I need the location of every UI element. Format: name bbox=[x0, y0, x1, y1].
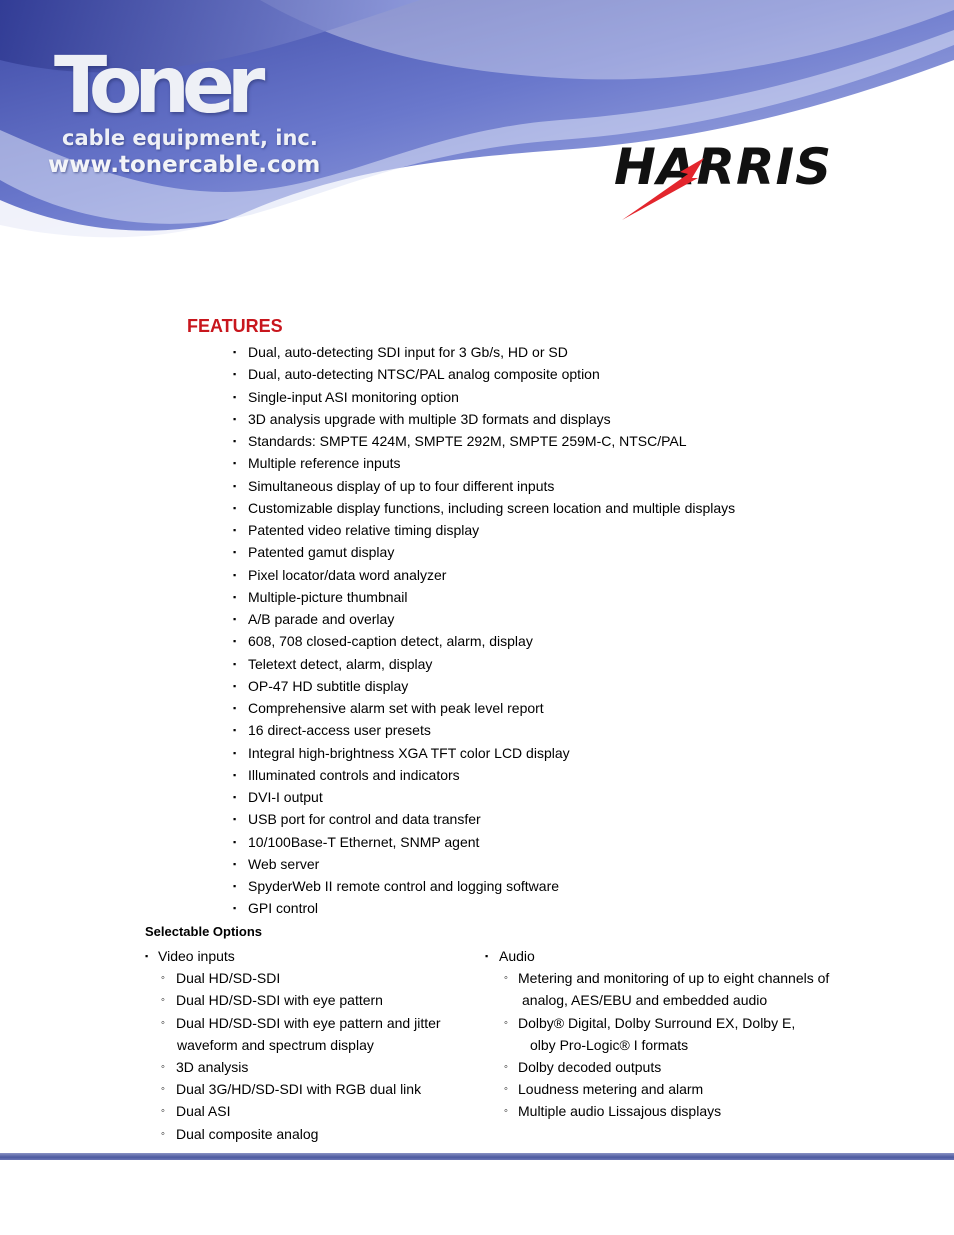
sub-bullet-icon: ◦ bbox=[161, 1083, 165, 1096]
bullet-icon: ▪ bbox=[233, 814, 237, 825]
feature-text: Patented video relative timing display bbox=[248, 522, 480, 538]
bullet-icon: ▪ bbox=[233, 747, 237, 758]
bullet-icon: ▪ bbox=[145, 951, 149, 961]
feature-text: Integral high-brightness XGA TFT color LCD display bbox=[248, 744, 570, 761]
feature-text: Simultaneous display of up to four different inputs bbox=[248, 477, 555, 494]
feature-text: Dual, auto-detecting SDI input for 3 Gb/s, HD or SD bbox=[248, 344, 568, 360]
sub-bullet-icon: ◦ bbox=[161, 972, 165, 985]
option-text: Dual HD/SD-SDI with eye pattern and jitter bbox=[176, 1014, 441, 1031]
feature-text: Multiple reference inputs bbox=[248, 455, 401, 472]
feature-text: Comprehensive alarm set with peak level report bbox=[248, 700, 544, 716]
bullet-icon: ▪ bbox=[233, 614, 237, 624]
features-list bbox=[233, 341, 735, 920]
sub-bullet-icon: ◦ bbox=[504, 1083, 508, 1096]
harris-swoosh-icon bbox=[614, 138, 904, 228]
feature-text: 3D analysis upgrade with multiple 3D formats and displays bbox=[248, 410, 611, 427]
feature-text: Multiple-picture thumbnail bbox=[248, 588, 408, 605]
feature-item bbox=[233, 853, 735, 875]
header-banner bbox=[0, 0, 954, 250]
feature-text: Web server bbox=[248, 855, 320, 872]
sub-bullet-icon: ◦ bbox=[161, 1016, 165, 1029]
option-text: Dolby® Digital, Dolby Surround EX, Dolby E, bbox=[518, 1014, 796, 1031]
option-text: Dual ASI bbox=[176, 1103, 231, 1120]
bullet-icon: ▪ bbox=[233, 458, 237, 469]
bullet-icon: ▪ bbox=[233, 369, 237, 380]
bullet-icon: ▪ bbox=[233, 836, 237, 847]
feature-item bbox=[233, 386, 735, 408]
option-text: Dual HD/SD-SDI bbox=[176, 970, 281, 987]
feature-item bbox=[233, 363, 735, 385]
company-tagline: cable equipment, inc. bbox=[62, 126, 318, 150]
feature-text: A/B parade and overlay bbox=[248, 611, 395, 627]
feature-text: 608, 708 closed-caption detect, alarm, display bbox=[248, 633, 533, 650]
sub-bullet-icon: ◦ bbox=[504, 1105, 508, 1118]
option-text: Loudness metering and alarm bbox=[518, 1081, 704, 1098]
feature-text: Single-input ASI monitoring option bbox=[248, 388, 459, 405]
feature-text: Patented gamut display bbox=[248, 544, 395, 561]
feature-item bbox=[233, 452, 735, 474]
feature-item bbox=[233, 786, 735, 808]
feature-text: USB port for control and data transfer bbox=[248, 811, 481, 828]
bullet-icon: ▪ bbox=[233, 347, 237, 357]
harris-logo bbox=[614, 138, 904, 228]
feature-text: GPI control bbox=[248, 900, 319, 917]
feature-item bbox=[233, 675, 735, 697]
option-text: analog, AES/EBU and embedded audio bbox=[522, 992, 768, 1009]
feature-text: Dual, auto-detecting NTSC/PAL analog composite option bbox=[248, 366, 600, 383]
bullet-icon: ▪ bbox=[233, 591, 237, 602]
sub-bullet-icon: ◦ bbox=[504, 1016, 508, 1029]
sub-bullet-icon: ◦ bbox=[161, 1061, 165, 1073]
sub-bullet-icon: ◦ bbox=[161, 994, 165, 1007]
harris-wordmark: HARRIS bbox=[614, 138, 833, 196]
video-inputs-heading: Video inputs bbox=[158, 948, 235, 964]
feature-item bbox=[233, 719, 735, 741]
bullet-icon: ▪ bbox=[233, 703, 237, 713]
bullet-icon: ▪ bbox=[485, 951, 489, 961]
bullet-icon: ▪ bbox=[233, 413, 237, 424]
bullet-icon: ▪ bbox=[233, 480, 237, 491]
bullet-icon: ▪ bbox=[233, 525, 237, 535]
feature-text: Customizable display functions, including screen location and multiple displays bbox=[248, 499, 736, 516]
feature-item bbox=[233, 630, 735, 652]
feature-item bbox=[233, 430, 735, 452]
feature-item bbox=[233, 742, 735, 764]
option-text: Dolby decoded outputs bbox=[518, 1059, 662, 1075]
option-text: waveform and spectrum display bbox=[177, 1036, 374, 1053]
feature-text: Illuminated controls and indicators bbox=[248, 766, 460, 783]
bullet-icon: ▪ bbox=[233, 680, 237, 691]
option-text: Dual composite analog bbox=[176, 1125, 319, 1142]
feature-text: SpyderWeb II remote control and logging software bbox=[248, 878, 560, 894]
features-heading: FEATURES bbox=[187, 316, 283, 336]
option-text: Multiple audio Lissajous displays bbox=[518, 1103, 722, 1120]
option-text: Dual 3G/HD/SD-SDI with RGB dual link bbox=[176, 1081, 422, 1098]
bullet-icon: ▪ bbox=[233, 725, 237, 736]
feature-item bbox=[233, 764, 735, 786]
feature-item bbox=[233, 564, 735, 586]
toner-wordmark: Toner bbox=[54, 41, 258, 131]
feature-item bbox=[233, 475, 735, 497]
footer-divider bbox=[0, 1153, 954, 1160]
audio-heading: Audio bbox=[499, 948, 535, 964]
bullet-icon: ▪ bbox=[233, 436, 237, 446]
sub-bullet-icon: ◦ bbox=[504, 972, 508, 985]
bullet-icon: ▪ bbox=[233, 502, 237, 513]
bullet-icon: ▪ bbox=[233, 903, 237, 914]
bullet-icon: ▪ bbox=[233, 569, 237, 580]
feature-item bbox=[233, 519, 735, 541]
feature-item bbox=[233, 341, 735, 363]
feature-text: 10/100Base-T Ethernet, SNMP agent bbox=[248, 833, 480, 850]
bullet-icon: ▪ bbox=[233, 792, 237, 802]
feature-item bbox=[233, 808, 735, 830]
selectable-options-heading: Selectable Options bbox=[145, 924, 263, 939]
bullet-icon: ▪ bbox=[233, 636, 237, 647]
option-text: olby Pro-Logic® I formats bbox=[530, 1036, 689, 1053]
feature-text: 16 direct-access user presets bbox=[248, 722, 431, 739]
bullet-icon: ▪ bbox=[233, 769, 237, 780]
option-text: 3D analysis bbox=[176, 1059, 249, 1075]
bullet-icon: ▪ bbox=[233, 881, 237, 891]
feature-item bbox=[233, 541, 735, 563]
toner-logo bbox=[48, 41, 348, 178]
feature-text: OP-47 HD subtitle display bbox=[248, 677, 409, 694]
feature-item bbox=[233, 497, 735, 519]
feature-item bbox=[233, 608, 735, 630]
feature-text: Teletext detect, alarm, display bbox=[248, 655, 433, 672]
feature-text: DVI-I output bbox=[248, 789, 323, 805]
company-website: www.tonercable.com bbox=[48, 152, 321, 178]
option-text: Metering and monitoring of up to eight channels of bbox=[518, 970, 830, 987]
feature-item bbox=[233, 875, 735, 897]
feature-item bbox=[233, 653, 735, 675]
bullet-icon: ▪ bbox=[233, 391, 237, 402]
feature-item bbox=[233, 408, 735, 430]
feature-item bbox=[233, 897, 735, 919]
sub-bullet-icon: ◦ bbox=[161, 1105, 165, 1118]
bullet-icon: ▪ bbox=[233, 858, 237, 869]
bullet-icon: ▪ bbox=[233, 547, 237, 558]
bullet-icon: ▪ bbox=[233, 658, 237, 669]
sub-bullet-icon: ◦ bbox=[161, 1127, 165, 1140]
feature-item bbox=[233, 697, 735, 719]
feature-item bbox=[233, 831, 735, 853]
feature-text: Standards: SMPTE 424M, SMPTE 292M, SMPTE 259M-C, NTSC/PAL bbox=[248, 433, 687, 449]
option-text: Dual HD/SD-SDI with eye pattern bbox=[176, 992, 383, 1009]
feature-item bbox=[233, 586, 735, 608]
feature-text: Pixel locator/data word analyzer bbox=[248, 566, 447, 583]
sub-bullet-icon: ◦ bbox=[504, 1061, 508, 1073]
